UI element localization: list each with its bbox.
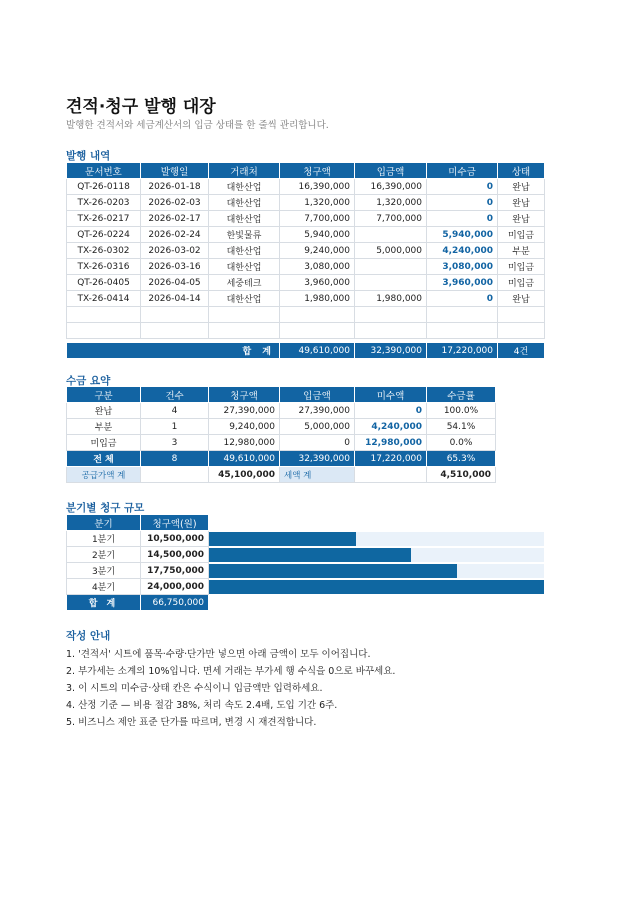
issue-date-cell: 2026-03-16 [141, 259, 209, 275]
summary-row [67, 435, 496, 451]
sum-paid-cell: 27,390,000 [280, 403, 355, 419]
issue-date-cell: 2026-02-17 [141, 211, 209, 227]
col-quarter-amount: 청구액(원) [141, 515, 209, 531]
note-item: 1. '견적서' 시트에 품목·수량·단가만 넣으면 아래 금액이 모두 이어집니다. [66, 649, 371, 660]
status-cell: 미입금 [498, 259, 545, 275]
kind-cell: 미입금 [67, 435, 141, 451]
issue-row [67, 243, 545, 259]
doc-number-cell: TX-26-0302 [67, 243, 141, 259]
quarter-bar-cell [209, 547, 545, 563]
sum-billed-cell: 27,390,000 [209, 403, 280, 419]
quarter-bar-track [209, 580, 544, 594]
tax-value: 4,510,000 [427, 467, 496, 483]
empty-cell [498, 307, 545, 323]
empty-cell [498, 323, 545, 339]
summary-table [66, 386, 496, 483]
summary-total-count: 8 [141, 451, 209, 467]
issue-section-title: 발행 내역 [66, 150, 111, 162]
doc-number-cell: TX-26-0316 [67, 259, 141, 275]
billed-cell: 1,320,000 [280, 195, 355, 211]
quarter-label: 2분기 [67, 547, 141, 563]
due-cell: 3,080,000 [427, 259, 498, 275]
issue-total-label: 합 계 [67, 343, 280, 359]
client-cell: 대한산업 [209, 291, 280, 307]
page-title: 견적·청구 발행 대장 [66, 97, 216, 117]
note-item: 3. 이 시트의 미수금·상태 칸은 수식이니 입금액만 입력하세요. [66, 683, 323, 694]
issue-total-paid: 32,390,000 [355, 343, 427, 359]
chart-header-row [67, 515, 545, 531]
col-due: 미수금 [427, 163, 498, 179]
issue-row [67, 259, 545, 275]
issue-row [67, 179, 545, 195]
quarter-chart-table [66, 514, 545, 611]
client-cell: 한빛물류 [209, 227, 280, 243]
summary-row [67, 419, 496, 435]
due-cell: 3,960,000 [427, 275, 498, 291]
issue-date-cell: 2026-04-14 [141, 291, 209, 307]
chart-total-spacer [209, 595, 545, 611]
doc-number-cell: TX-26-0203 [67, 195, 141, 211]
summary-total-kind: 전 체 [67, 451, 141, 467]
paid-cell: 1,980,000 [355, 291, 427, 307]
col-kind: 구분 [67, 387, 141, 403]
col-paid: 입금액 [355, 163, 427, 179]
quarter-bar-cell [209, 531, 545, 547]
rate-cell: 100.0% [427, 403, 496, 419]
issue-date-cell: 2026-03-02 [141, 243, 209, 259]
quarter-label: 4분기 [67, 579, 141, 595]
col-billed: 청구액 [280, 163, 355, 179]
billed-cell: 9,240,000 [280, 243, 355, 259]
col-count: 건수 [141, 387, 209, 403]
billed-cell: 3,080,000 [280, 259, 355, 275]
doc-number-cell: TX-26-0217 [67, 211, 141, 227]
notes-section-title: 작성 안내 [66, 630, 111, 642]
issue-row [67, 275, 545, 291]
doc-number-cell: QT-26-0224 [67, 227, 141, 243]
status-cell: 완납 [498, 211, 545, 227]
client-cell: 대한산업 [209, 195, 280, 211]
status-cell: 완납 [498, 179, 545, 195]
note-item: 5. 비즈니스 제안 표준 단가를 따르며, 변경 시 재견적합니다. [66, 717, 317, 728]
col-client: 거래처 [209, 163, 280, 179]
sum-due-cell: 12,980,000 [355, 435, 427, 451]
empty-cell [280, 307, 355, 323]
col-sum-due: 미수액 [355, 387, 427, 403]
quarter-bar-cell [209, 563, 545, 579]
summary-total-billed: 49,610,000 [209, 451, 280, 467]
chart-total-row [67, 595, 545, 611]
summary-section-title: 수금 요약 [66, 375, 111, 387]
supply-label: 공급가액 계 [67, 467, 141, 483]
quarter-bar [209, 580, 544, 594]
doc-number-cell: QT-26-0118 [67, 179, 141, 195]
quarter-bar-cell [209, 579, 545, 595]
sum-paid-cell: 5,000,000 [280, 419, 355, 435]
client-cell: 세중테크 [209, 275, 280, 291]
summary-total-paid: 32,390,000 [280, 451, 355, 467]
rate-cell: 54.1% [427, 419, 496, 435]
chart-section-title: 분기별 청구 규모 [66, 502, 145, 514]
empty-cell [427, 323, 498, 339]
billed-cell: 1,980,000 [280, 291, 355, 307]
quarter-bar-track [209, 532, 544, 546]
empty-cell [280, 323, 355, 339]
col-sum-paid: 입금액 [280, 387, 355, 403]
client-cell: 대한산업 [209, 259, 280, 275]
empty-cell [355, 307, 427, 323]
summary-total-row [67, 451, 496, 467]
issue-total-count: 4건 [498, 343, 545, 359]
billed-cell: 5,940,000 [280, 227, 355, 243]
client-cell: 대한산업 [209, 211, 280, 227]
empty-cell [427, 307, 498, 323]
quarter-value: 14,500,000 [141, 547, 209, 563]
chart-row [67, 531, 545, 547]
quarter-bar [209, 564, 457, 578]
quarter-bar [209, 548, 411, 562]
billed-cell: 16,390,000 [280, 179, 355, 195]
paid-cell [355, 259, 427, 275]
empty-cell [141, 307, 209, 323]
rate-cell: 0.0% [427, 435, 496, 451]
empty-cell [141, 467, 209, 483]
paid-cell [355, 227, 427, 243]
col-doc-number: 문서번호 [67, 163, 141, 179]
status-cell: 미입금 [498, 275, 545, 291]
quarter-bar-track [209, 564, 544, 578]
sum-billed-cell: 12,980,000 [209, 435, 280, 451]
status-cell: 미입금 [498, 227, 545, 243]
due-cell: 0 [427, 291, 498, 307]
issue-total-billed: 49,610,000 [280, 343, 355, 359]
summary-row [67, 403, 496, 419]
paid-cell: 16,390,000 [355, 179, 427, 195]
doc-number-cell: QT-26-0405 [67, 275, 141, 291]
due-cell: 4,240,000 [427, 243, 498, 259]
issue-row [67, 291, 545, 307]
page-subtitle: 발행한 견적서와 세금계산서의 입금 상태를 한 줄씩 관리합니다. [66, 120, 329, 131]
billed-cell: 7,700,000 [280, 211, 355, 227]
col-rate: 수금률 [427, 387, 496, 403]
paid-cell: 5,000,000 [355, 243, 427, 259]
chart-total-label: 합 계 [67, 595, 141, 611]
sum-paid-cell: 0 [280, 435, 355, 451]
issue-date-cell: 2026-02-24 [141, 227, 209, 243]
issue-row [67, 211, 545, 227]
empty-cell [209, 323, 280, 339]
chart-header-spacer [209, 515, 545, 531]
status-cell: 완납 [498, 291, 545, 307]
issue-table [66, 162, 545, 359]
sum-billed-cell: 9,240,000 [209, 419, 280, 435]
empty-cell [141, 323, 209, 339]
issue-date-cell: 2026-02-03 [141, 195, 209, 211]
empty-cell [67, 307, 141, 323]
chart-row [67, 547, 545, 563]
billed-cell: 3,960,000 [280, 275, 355, 291]
chart-row [67, 563, 545, 579]
quarter-bar-track [209, 548, 544, 562]
chart-row [67, 579, 545, 595]
paid-cell [355, 275, 427, 291]
sum-due-cell: 0 [355, 403, 427, 419]
empty-cell [355, 323, 427, 339]
empty-cell [355, 467, 427, 483]
summary-total-due: 17,220,000 [355, 451, 427, 467]
issue-row [67, 227, 545, 243]
issue-total-row [67, 343, 545, 359]
due-cell: 0 [427, 195, 498, 211]
client-cell: 대한산업 [209, 243, 280, 259]
tax-label: 세액 계 [280, 467, 355, 483]
chart-total-value: 66,750,000 [141, 595, 209, 611]
col-quarter: 분기 [67, 515, 141, 531]
issue-empty-row [67, 307, 545, 323]
supply-tax-row [67, 467, 496, 483]
paid-cell: 1,320,000 [355, 195, 427, 211]
count-cell: 3 [141, 435, 209, 451]
client-cell: 대한산업 [209, 179, 280, 195]
issue-empty-row [67, 323, 545, 339]
kind-cell: 완납 [67, 403, 141, 419]
due-cell: 5,940,000 [427, 227, 498, 243]
issue-date-cell: 2026-01-18 [141, 179, 209, 195]
notes-list [66, 646, 395, 731]
issue-header-row [67, 163, 545, 179]
supply-value: 45,100,000 [209, 467, 280, 483]
col-status: 상태 [498, 163, 545, 179]
count-cell: 1 [141, 419, 209, 435]
col-issue-date: 발행일 [141, 163, 209, 179]
summary-total-rate: 65.3% [427, 451, 496, 467]
note-item: 4. 산정 기준 — 비용 절감 38%, 처리 속도 2.4배, 도입 기간 6주. [66, 700, 338, 711]
due-cell: 0 [427, 179, 498, 195]
sum-due-cell: 4,240,000 [355, 419, 427, 435]
kind-cell: 부분 [67, 419, 141, 435]
quarter-bar [209, 532, 356, 546]
quarter-label: 3분기 [67, 563, 141, 579]
issue-date-cell: 2026-04-05 [141, 275, 209, 291]
due-cell: 0 [427, 211, 498, 227]
paid-cell: 7,700,000 [355, 211, 427, 227]
quarter-value: 17,750,000 [141, 563, 209, 579]
issue-row [67, 195, 545, 211]
doc-number-cell: TX-26-0414 [67, 291, 141, 307]
quarter-value: 24,000,000 [141, 579, 209, 595]
quarter-value: 10,500,000 [141, 531, 209, 547]
empty-cell [67, 323, 141, 339]
status-cell: 완납 [498, 195, 545, 211]
status-cell: 부분 [498, 243, 545, 259]
count-cell: 4 [141, 403, 209, 419]
col-sum-billed: 청구액 [209, 387, 280, 403]
summary-header-row [67, 387, 496, 403]
quarter-label: 1분기 [67, 531, 141, 547]
empty-cell [209, 307, 280, 323]
note-item: 2. 부가세는 소계의 10%입니다. 면세 거래는 부가세 행 수식을 0으로 바꾸세요. [66, 666, 396, 677]
issue-total-due: 17,220,000 [427, 343, 498, 359]
